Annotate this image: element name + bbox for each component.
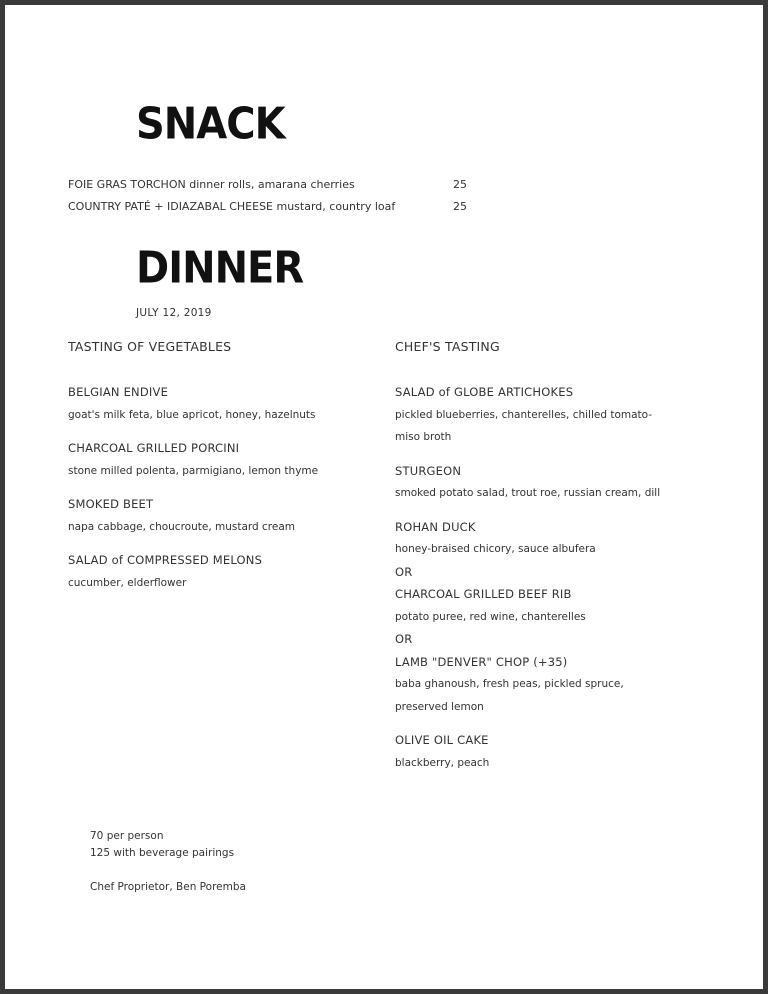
course-description: baba ghanoush, fresh peas, pickled spruce, bbox=[395, 678, 624, 690]
course-rohan-duck: ROHAN DUCK bbox=[395, 519, 476, 534]
menu-date: JULY 12, 2019 bbox=[136, 307, 212, 319]
vegetables-title: TASTING OF VEGETABLES bbox=[68, 339, 232, 354]
course-grilled-porcini: CHARCOAL GRILLED PORCINI bbox=[68, 441, 240, 455]
course-compressed-melons: SALAD of COMPRESSED MELONS bbox=[68, 553, 263, 567]
dinner-heading: DINNER bbox=[136, 243, 304, 294]
chefs-tasting-title: CHEF'S TASTING bbox=[395, 339, 500, 354]
course-description: pickled blueberries, chanterelles, chilled tomato- bbox=[395, 408, 653, 421]
snack-heading: SNACK bbox=[136, 99, 285, 150]
course-smoked-beet: SMOKED BEET bbox=[68, 497, 154, 511]
course-belgian-endive: BELGIAN ENDIVE bbox=[68, 385, 169, 399]
course-description: cucumber, elderflower bbox=[68, 576, 187, 589]
chefs-tasting-column bbox=[395, 381, 695, 774]
snack-item-foie-gras: FOIE GRAS TORCHON dinner rolls, amarana cherries bbox=[68, 178, 355, 191]
course-description: stone milled polenta, parmigiano, lemon thyme bbox=[68, 464, 319, 477]
course-description: smoked potato salad, trout roe, russian cream, dill bbox=[395, 487, 661, 499]
snack-item-country-pate: COUNTRY PATÉ + IDIAZABAL CHEESE mustard, country loaf bbox=[68, 200, 396, 213]
course-description-continued: miso broth bbox=[395, 431, 452, 443]
snack-price-country-pate: 25 bbox=[453, 200, 467, 213]
course-description: blackberry, peach bbox=[395, 756, 490, 769]
course-globe-artichokes: SALAD of GLOBE ARTICHOKES bbox=[395, 385, 574, 399]
course-beef-rib: CHARCOAL GRILLED BEEF RIB bbox=[395, 587, 572, 601]
price-with-pairings: 125 with beverage pairings bbox=[90, 847, 235, 859]
or-separator: OR bbox=[395, 564, 413, 579]
vegetables-column bbox=[68, 381, 368, 594]
course-description: napa cabbage, choucroute, mustard cream bbox=[68, 520, 296, 533]
course-description-continued: preserved lemon bbox=[395, 700, 484, 713]
snack-price-foie-gras: 25 bbox=[453, 178, 467, 191]
menu-page bbox=[5, 5, 763, 989]
course-description: goat's milk feta, blue apricot, honey, hazelnuts bbox=[68, 408, 316, 421]
course-description: potato puree, red wine, chanterelles bbox=[395, 610, 586, 623]
or-separator: OR bbox=[395, 632, 413, 646]
course-description: honey-braised chicory, sauce albufera bbox=[395, 543, 596, 555]
price-per-person: 70 per person bbox=[90, 830, 164, 842]
course-olive-oil-cake: OLIVE OIL CAKE bbox=[395, 733, 489, 747]
course-lamb-chop: LAMB "DENVER" CHOP (+35) bbox=[395, 654, 568, 669]
chef-credit: Chef Proprietor, Ben Poremba bbox=[90, 881, 246, 893]
course-sturgeon: STURGEON bbox=[395, 463, 462, 478]
